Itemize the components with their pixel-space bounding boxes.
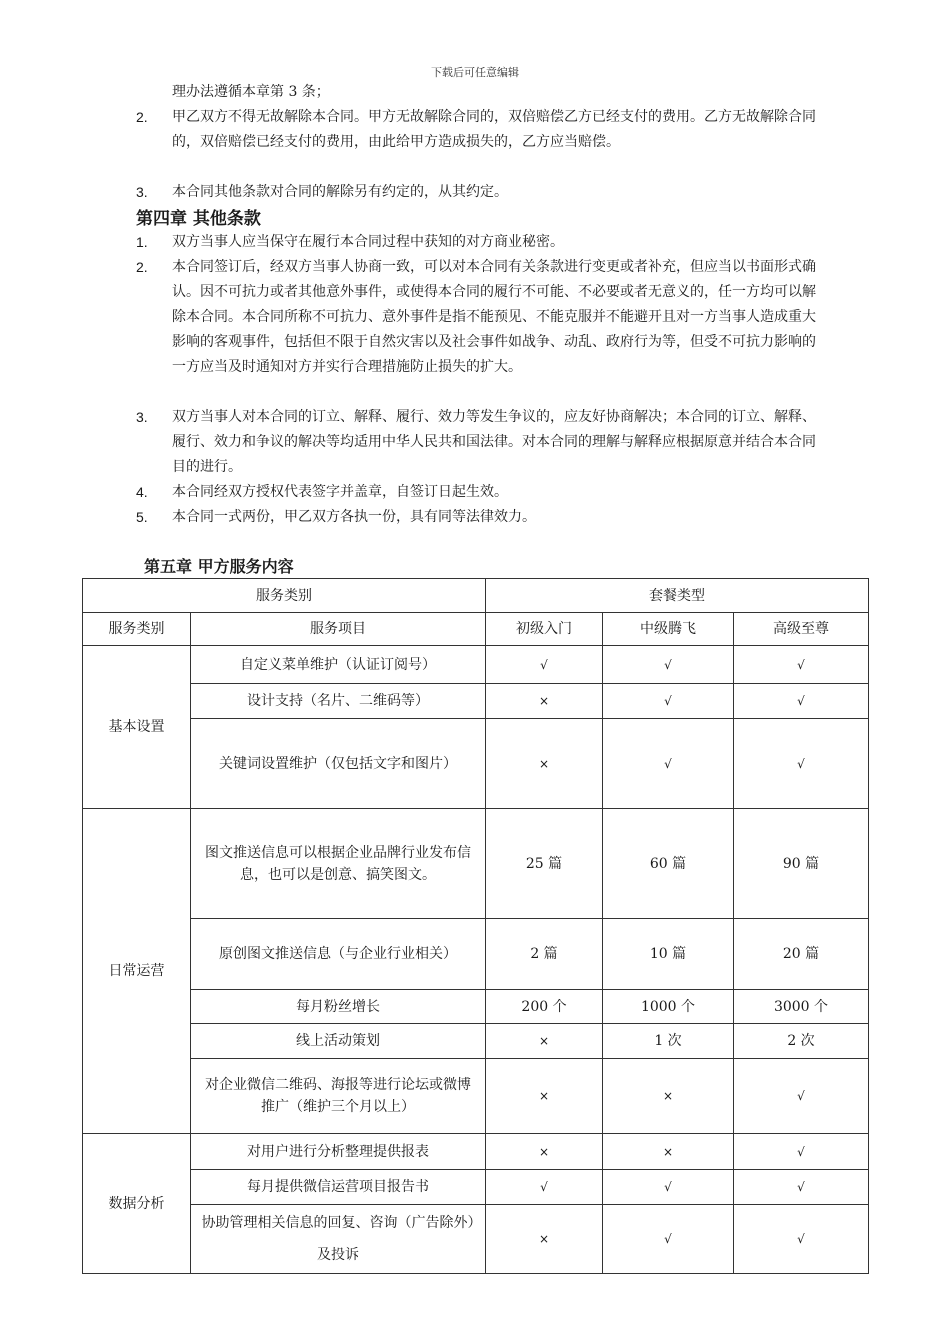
item-cell: 关键词设置维护（仅包括文字和图片） — [191, 719, 486, 809]
item-cell: 自定义菜单维护（认证订阅号） — [191, 646, 486, 684]
mid-cell: 10 篇 — [603, 919, 734, 990]
mid-cell: × — [603, 1059, 734, 1134]
basic-cell: 2 篇 — [486, 919, 603, 990]
item-cell: 协助管理相关信息的回复、咨询（广告除外）及投诉 — [191, 1205, 486, 1274]
page-header: 下载后可任意编辑 — [431, 66, 519, 79]
basic-cell: 25 篇 — [486, 809, 603, 919]
list-item — [136, 255, 816, 380]
table-row — [83, 719, 869, 809]
high-cell: √ — [734, 1134, 869, 1170]
table-row — [83, 1059, 869, 1134]
item-cell: 线上活动策划 — [191, 1024, 486, 1059]
high-cell: 2 次 — [734, 1024, 869, 1059]
category-cell: 日常运营 — [83, 809, 191, 1134]
item-text: 本合同其他条款对合同的解除另有约定的，从其约定。 — [172, 184, 508, 200]
mid-cell: √ — [603, 719, 734, 809]
item-text: 本合同一式两份，甲乙双方各执一份，具有同等法律效力。 — [172, 509, 536, 525]
table-row — [83, 684, 869, 719]
table-row — [83, 809, 869, 919]
col-header-category: 服务类别 — [83, 613, 191, 646]
item-cell: 原创图文推送信息（与企业行业相关） — [191, 919, 486, 990]
chapter-5-title: 第五章 甲方服务内容 — [144, 557, 294, 576]
mid-cell: × — [603, 1134, 734, 1170]
table-row — [83, 1134, 869, 1170]
category-cell: 数据分析 — [83, 1134, 191, 1274]
list-item — [136, 105, 816, 155]
mid-cell: 60 篇 — [603, 809, 734, 919]
col-header-high: 高级至尊 — [734, 613, 869, 646]
category-cell: 基本设置 — [83, 646, 191, 809]
col-header-basic: 初级入门 — [486, 613, 603, 646]
table-row — [83, 1170, 869, 1205]
item-cell: 对用户进行分析整理提供报表 — [191, 1134, 486, 1170]
basic-cell: × — [486, 1059, 603, 1134]
table-row — [83, 646, 869, 684]
item-number: 2. — [136, 109, 148, 125]
table-header-row — [83, 613, 869, 646]
mid-cell: √ — [603, 1170, 734, 1205]
table-row — [83, 1024, 869, 1059]
item-text: 本合同经双方授权代表签字并盖章，自签订日起生效。 — [172, 484, 508, 500]
item-number: 4. — [136, 484, 148, 500]
item-text: 双方当事人应当保守在履行本合同过程中获知的对方商业秘密。 — [172, 234, 564, 250]
continuation-line: 理办法遵循本章第 3 条； — [172, 84, 330, 100]
list-item — [136, 505, 816, 530]
high-cell: √ — [734, 684, 869, 719]
list-item — [136, 480, 816, 505]
basic-cell: √ — [486, 646, 603, 684]
basic-cell: × — [486, 1024, 603, 1059]
item-text: 本合同签订后，经双方当事人协商一致，可以对本合同有关条款进行变更或者补充，但应当以书面形式确认。因不可抗力或者其他意外事件，或使得本合同的履行不可能、不必要或者无意义的，任一方均可以解除本合同。本合同所称不可抗力、意外事件是指不能预见、不能克服并不能避开且对一方当事人造成重大影响的客观事件，包括但不限于自然灾害以及社会事件如战争、动乱、政府行为等，但受不可抗力影响的一方应当及时通知对方并实行合理措施防止损失的扩大。 — [172, 259, 816, 375]
item-number: 5. — [136, 509, 148, 525]
mid-cell: √ — [603, 1205, 734, 1274]
basic-cell: × — [486, 1205, 603, 1274]
item-number: 1. — [136, 234, 148, 250]
col-header-item: 服务项目 — [191, 613, 486, 646]
basic-cell: × — [486, 719, 603, 809]
col-header-mid: 中级腾飞 — [603, 613, 734, 646]
high-cell: √ — [734, 1205, 869, 1274]
item-cell: 设计支持（名片、二维码等） — [191, 684, 486, 719]
item-number: 3. — [136, 184, 148, 200]
high-cell: 90 篇 — [734, 809, 869, 919]
item-cell: 每月提供微信运营项目报告书 — [191, 1170, 486, 1205]
item-number: 3. — [136, 409, 148, 425]
high-cell: 20 篇 — [734, 919, 869, 990]
list-item — [136, 180, 816, 205]
item-cell: 对企业微信二维码、海报等进行论坛或微博推广（维护三个月以上） — [191, 1059, 486, 1134]
table-header-row — [83, 579, 869, 613]
table-row — [83, 990, 869, 1024]
table-row — [83, 1205, 869, 1274]
high-cell: √ — [734, 719, 869, 809]
basic-cell: √ — [486, 1170, 603, 1205]
basic-cell: × — [486, 684, 603, 719]
mid-cell: 1000 个 — [603, 990, 734, 1024]
item-cell: 图文推送信息可以根据企业品牌行业发布信息，也可以是创意、搞笑图文。 — [191, 809, 486, 919]
basic-cell: × — [486, 1134, 603, 1170]
high-cell: √ — [734, 1059, 869, 1134]
item-number: 2. — [136, 259, 148, 275]
mid-cell: √ — [603, 684, 734, 719]
item-text: 甲乙双方不得无故解除本合同。甲方无故解除合同的，双倍赔偿乙方已经支付的费用。乙方无故解除合同的，双倍赔偿已经支付的费用，由此给甲方造成损失的，乙方应当赔偿。 — [172, 109, 816, 150]
high-cell: √ — [734, 646, 869, 684]
group-header-service: 服务类别 — [83, 579, 486, 613]
list-item — [136, 405, 816, 480]
mid-cell: √ — [603, 646, 734, 684]
basic-cell: 200 个 — [486, 990, 603, 1024]
group-header-package: 套餐类型 — [486, 579, 869, 613]
table-row — [83, 919, 869, 990]
service-table — [82, 578, 869, 1274]
high-cell: √ — [734, 1170, 869, 1205]
high-cell: 3000 个 — [734, 990, 869, 1024]
item-text: 双方当事人对本合同的订立、解释、履行、效力等发生争议的，应友好协商解决；本合同的订立、解释、履行、效力和争议的解决等均适用中华人民共和国法律。对本合同的理解与解释应根据原意并结合本合同目的进行。 — [172, 409, 816, 475]
mid-cell: 1 次 — [603, 1024, 734, 1059]
item-cell: 每月粉丝增长 — [191, 990, 486, 1024]
chapter-4-title: 第四章 其他条款 — [136, 209, 261, 229]
list-item — [136, 230, 816, 255]
